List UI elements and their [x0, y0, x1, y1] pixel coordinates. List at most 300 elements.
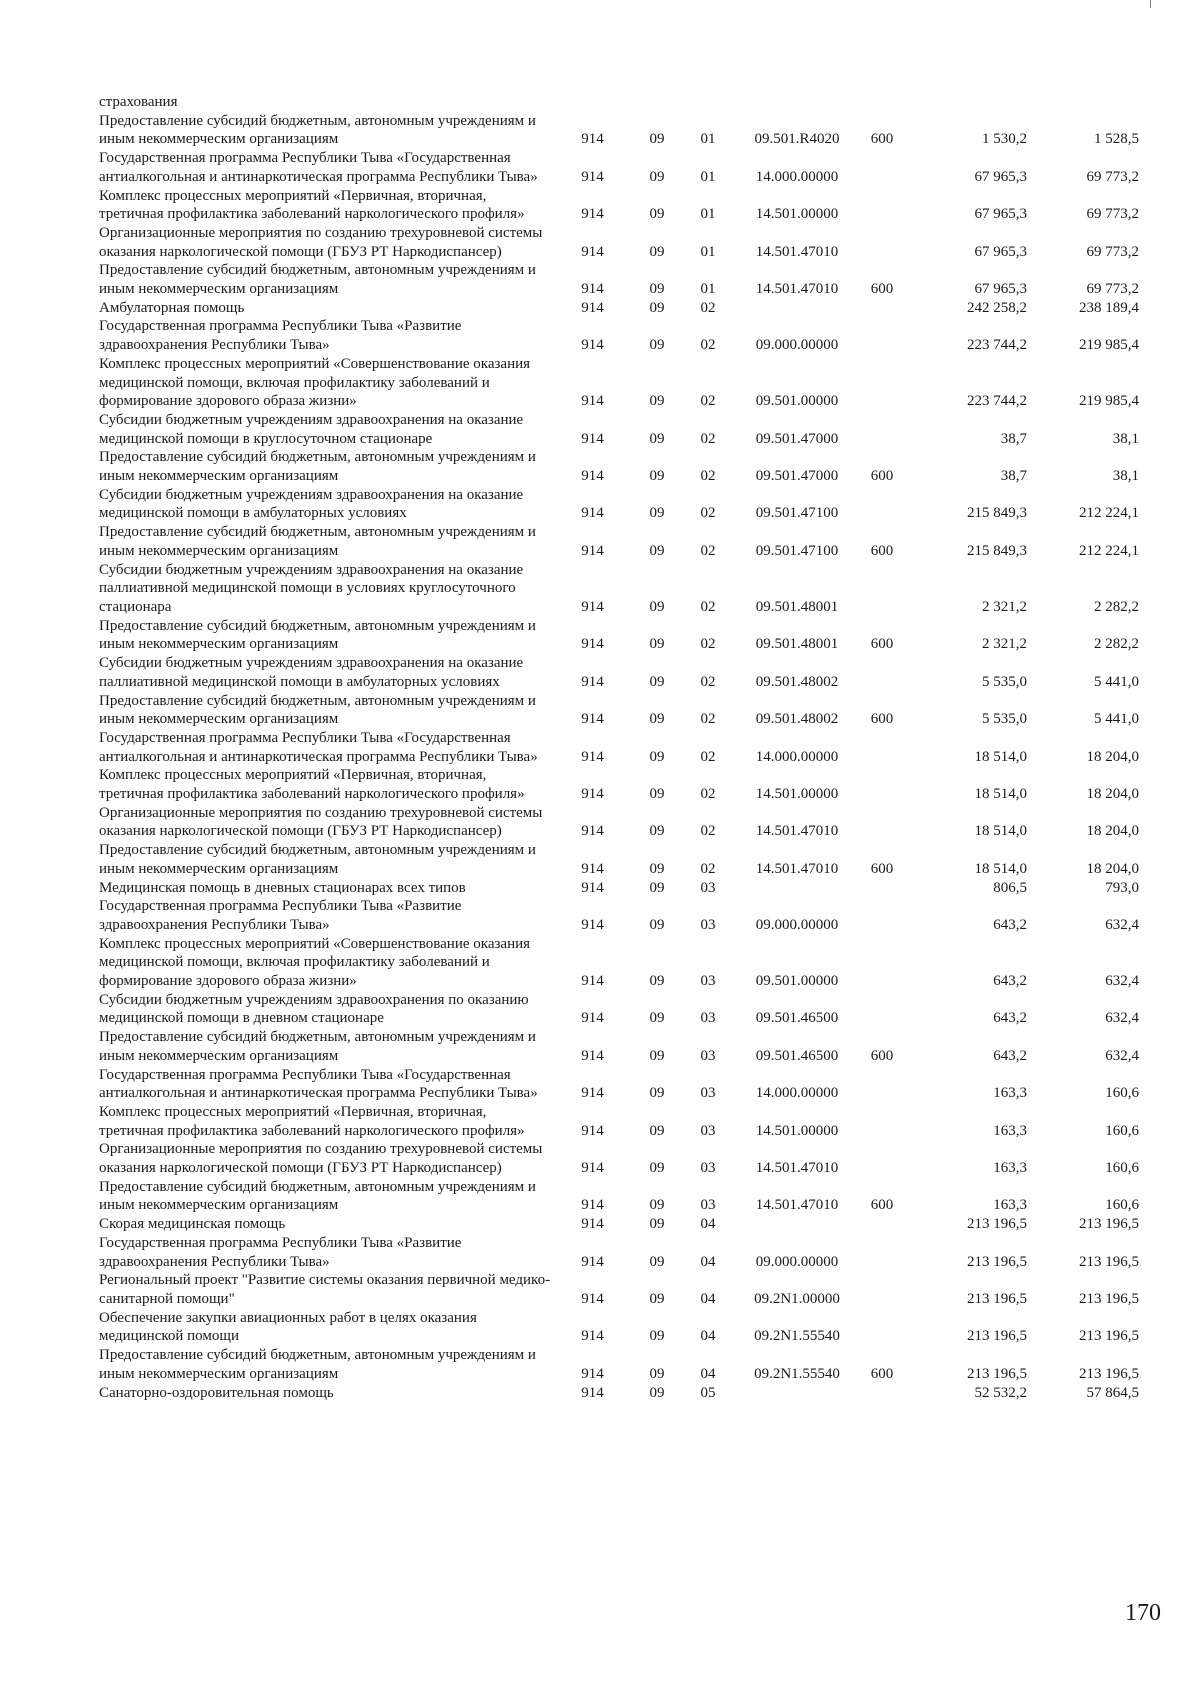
cell-expense-type: 600	[870, 468, 894, 485]
row-name: Предоставление субсидий бюджетным, автономным учреждениям и иным некоммерческим организациям	[99, 692, 536, 728]
cell-section: 09	[649, 131, 665, 148]
cell-subsection: 03	[700, 1047, 716, 1064]
cell-subsection: 01	[700, 281, 716, 298]
row-name: Государственная программа Республики Тыва «Развитие здравоохранения Республики Тыва»	[99, 1234, 462, 1270]
cell-expense-type	[861, 991, 903, 1028]
row-name: Предоставление субсидий бюджетным, автономным учреждениям и иным некоммерческим организациям	[99, 524, 536, 559]
table-row	[99, 935, 1139, 991]
cell-grbs: 914	[581, 542, 604, 559]
table-row	[99, 841, 1139, 878]
cell-amount-year1: 2 321,2	[982, 636, 1027, 653]
cell-amount-year2: 38,1	[1112, 468, 1139, 485]
table-row	[99, 561, 1139, 617]
cell-amount-year2: 632,4	[1105, 1047, 1139, 1064]
cell-subsection: 02	[700, 505, 716, 522]
row-name: Предоставление субсидий бюджетным, автономным учреждениям и иным некоммерческим организациям	[99, 842, 536, 877]
cell-expense-type	[861, 299, 903, 318]
row-name: Организационные мероприятия по созданию трехуровневой системы оказания наркологической помощи (ГБУЗ РТ Наркодиспансер)	[99, 804, 543, 840]
cell-amount-year2	[1027, 93, 1139, 112]
cell-subsection: 02	[700, 598, 716, 615]
cell-section: 09	[649, 860, 665, 877]
cell-target-article: 09.501.46500	[755, 1047, 839, 1064]
cell-expense-type	[861, 1103, 903, 1140]
cell-subsection: 02	[700, 337, 716, 354]
cell-target-article: 09.501.48001	[755, 636, 839, 653]
cell-expense-type	[861, 149, 903, 186]
row-name: Комплекс процессных мероприятий «Совершенствование оказания медицинской помощи, включая профилактику заболеваний и формирование здорового образа жизни»	[99, 935, 531, 990]
cell-grbs: 914	[581, 281, 604, 298]
cell-amount-year1: 215 849,3	[967, 505, 1027, 522]
cell-grbs: 914	[581, 823, 604, 840]
cell-expense-type: 600	[870, 542, 894, 559]
cell-amount-year2: 18 204,0	[1086, 860, 1139, 877]
table-row	[99, 654, 1139, 691]
cell-amount-year2: 5 441,0	[1094, 673, 1139, 690]
cell-expense-type	[861, 355, 903, 411]
cell-section: 09	[649, 1197, 665, 1214]
cell-section: 09	[649, 786, 665, 803]
cell-subsection: 03	[700, 1122, 716, 1139]
table-row	[99, 1215, 1139, 1234]
cell-amount-year1: 213 196,5	[967, 1328, 1027, 1345]
cell-target-article: 09.501.00000	[755, 393, 839, 410]
cell-target-article	[733, 1215, 861, 1234]
table-row	[99, 1028, 1139, 1065]
cell-expense-type	[861, 1309, 903, 1346]
row-name: страхования	[99, 94, 178, 110]
cell-target-article	[733, 93, 861, 112]
cell-section: 09	[649, 337, 665, 354]
cell-amount-year2: 2 282,2	[1094, 598, 1139, 615]
table-row	[99, 879, 1139, 898]
cell-target-article: 09.000.00000	[755, 1253, 839, 1270]
cell-target-article: 09.000.00000	[755, 337, 839, 354]
cell-amount-year1: 215 849,3	[967, 542, 1027, 559]
cell-section: 09	[649, 711, 665, 728]
cell-amount-year2: 213 196,5	[1079, 1216, 1139, 1233]
cell-grbs: 914	[581, 748, 604, 765]
cell-amount-year2: 213 196,5	[1079, 1328, 1139, 1345]
row-name: Обеспечение закупки авиационных работ в целях оказания медицинской помощи	[99, 1309, 477, 1345]
cell-amount-year2: 213 196,5	[1079, 1291, 1139, 1307]
cell-target-article: 14.501.00000	[755, 1122, 839, 1139]
cell-amount-year1: 242 258,2	[967, 299, 1027, 316]
cell-subsection: 02	[700, 393, 716, 410]
table-row	[99, 224, 1139, 261]
cell-target-article: 14.501.47010	[755, 281, 839, 298]
table-row	[99, 1103, 1139, 1140]
cell-expense-type	[861, 93, 903, 112]
cell-grbs: 914	[581, 786, 604, 803]
cell-amount-year1: 213 196,5	[967, 1253, 1027, 1270]
row-name: Предоставление субсидий бюджетным, автономным учреждениям и иным некоммерческим организациям	[99, 617, 536, 653]
cell-subsection: 02	[700, 823, 716, 840]
cell-subsection: 03	[700, 973, 716, 990]
cell-grbs: 914	[581, 206, 604, 223]
cell-section: 09	[649, 1216, 665, 1233]
table-row	[99, 1309, 1139, 1346]
cell-target-article: 09.501.48001	[755, 598, 839, 615]
row-name: Субсидии бюджетным учреждениям здравоохранения на оказание медицинской помощи в круглосуточном стационаре	[99, 411, 524, 447]
row-name: Субсидии бюджетным учреждениям здравоохранения по оказанию медицинской помощи в дневном стационаре	[99, 991, 529, 1027]
cell-section: 09	[649, 1384, 665, 1401]
table-row	[99, 486, 1139, 523]
cell-amount-year2: 212 224,1	[1079, 505, 1139, 522]
cell-amount-year1: 163,3	[993, 1160, 1027, 1177]
cell-expense-type	[861, 897, 903, 934]
cell-section: 09	[649, 636, 665, 653]
cell-grbs: 914	[581, 243, 604, 260]
cell-grbs: 914	[581, 1365, 604, 1382]
cell-grbs: 914	[581, 1047, 604, 1064]
row-name: Государственная программа Республики Тыва «Государственная антиалкогольная и антинаркотическая программа Республики Тыва»	[99, 150, 538, 185]
table-row	[99, 617, 1139, 654]
cell-target-article: 14.501.47010	[755, 1160, 839, 1177]
row-name: Санаторно-оздоровительная помощь	[99, 1384, 334, 1401]
cell-grbs: 914	[581, 1197, 604, 1214]
cell-grbs: 914	[581, 1291, 604, 1307]
table-row	[99, 411, 1139, 448]
table-row	[99, 1234, 1139, 1271]
cell-grbs: 914	[581, 299, 604, 316]
cell-amount-year2: 219 985,4	[1079, 337, 1139, 354]
cell-expense-type: 600	[870, 711, 894, 728]
cell-amount-year1: 1 530,2	[982, 131, 1027, 148]
cell-subsection: 03	[700, 916, 716, 933]
cell-expense-type: 600	[870, 281, 894, 298]
row-name: Предоставление субсидий бюджетным, автономным учреждениям и иным некоммерческим организациям	[99, 1178, 536, 1214]
row-name: Комплекс процессных мероприятий «Первичная, вторичная, третичная профилактика заболеваний наркологического профиля»	[99, 767, 525, 803]
cell-expense-type	[861, 224, 903, 261]
cell-grbs	[554, 93, 631, 112]
cell-section: 09	[649, 1122, 665, 1139]
cell-amount-year2: 793,0	[1105, 879, 1139, 896]
cell-expense-type	[861, 1215, 903, 1234]
cell-expense-type	[861, 1234, 903, 1271]
cell-expense-type	[861, 1140, 903, 1177]
cell-grbs: 914	[581, 131, 604, 148]
cell-section: 09	[649, 973, 665, 990]
cell-subsection: 02	[700, 673, 716, 690]
cell-target-article: 09.2N1.55540	[754, 1328, 840, 1345]
cell-subsection: 03	[700, 1085, 716, 1102]
cell-grbs: 914	[581, 1010, 604, 1027]
cell-target-article: 14.501.47010	[755, 860, 839, 877]
cell-target-article: 09.2N1.55540	[754, 1365, 840, 1382]
cell-amount-year1: 38,7	[1000, 468, 1027, 485]
table-row	[99, 112, 1139, 149]
cell-section: 09	[649, 1365, 665, 1382]
cell-amount-year2: 5 441,0	[1094, 711, 1139, 728]
row-name: Предоставление субсидий бюджетным, автономным учреждениям и иным некоммерческим организациям	[99, 1347, 536, 1382]
cell-target-article: 09.501.47000	[755, 468, 839, 485]
cell-target-article: 14.000.00000	[755, 1085, 839, 1102]
cell-target-article	[733, 879, 861, 898]
cell-target-article	[733, 299, 861, 318]
cell-subsection: 02	[700, 748, 716, 765]
cell-expense-type	[861, 317, 903, 354]
cell-amount-year1: 223 744,2	[967, 393, 1027, 410]
row-name: Субсидии бюджетным учреждениям здравоохранения на оказание медицинской помощи в амбулаторных условиях	[99, 486, 524, 522]
cell-grbs: 914	[581, 879, 604, 896]
cell-target-article: 09.501.47000	[755, 430, 839, 447]
cell-amount-year1: 18 514,0	[974, 823, 1027, 840]
cell-section: 09	[649, 1010, 665, 1027]
table-row	[99, 1346, 1139, 1383]
cell-grbs: 914	[581, 1384, 604, 1401]
cell-section: 09	[649, 430, 665, 447]
row-name: Государственная программа Республики Тыва «Развитие здравоохранения Республики Тыва»	[99, 898, 462, 933]
table-row	[99, 149, 1139, 186]
cell-amount-year2: 632,4	[1105, 973, 1139, 990]
cell-target-article: 09.000.00000	[755, 916, 839, 933]
cell-amount-year1: 213 196,5	[967, 1216, 1027, 1233]
cell-expense-type	[861, 187, 903, 224]
cell-subsection: 03	[700, 1197, 716, 1214]
cell-expense-type	[861, 1271, 903, 1308]
cell-amount-year1: 163,3	[993, 1122, 1027, 1139]
row-name: Комплекс процессных мероприятий «Первичная, вторичная, третичная профилактика заболеваний наркологического профиля»	[99, 1103, 525, 1139]
cell-amount-year2: 2 282,2	[1094, 636, 1139, 653]
cell-section: 09	[649, 1160, 665, 1177]
cell-expense-type: 600	[870, 1197, 894, 1214]
cell-subsection: 02	[700, 542, 716, 559]
cell-target-article: 14.000.00000	[755, 748, 839, 765]
table-row	[99, 187, 1139, 224]
cell-amount-year1: 5 535,0	[982, 673, 1027, 690]
cell-amount-year1: 18 514,0	[974, 786, 1027, 803]
cell-grbs: 914	[581, 430, 604, 447]
cell-amount-year2: 69 773,2	[1086, 243, 1139, 260]
cell-expense-type	[861, 766, 903, 803]
cell-target-article: 14.501.47010	[755, 1197, 839, 1214]
cell-target-article: 09.501.48002	[755, 673, 839, 690]
cell-subsection: 01	[700, 243, 716, 260]
cell-grbs: 914	[581, 168, 604, 185]
cell-grbs: 914	[581, 598, 604, 615]
cell-grbs: 914	[581, 973, 604, 990]
table-row	[99, 93, 1139, 112]
row-name: Комплекс процессных мероприятий «Первичная, вторичная, третичная профилактика заболеваний наркологического профиля»	[99, 187, 525, 223]
cell-amount-year2: 38,1	[1112, 430, 1139, 447]
table-row	[99, 991, 1139, 1028]
cell-amount-year1: 67 965,3	[974, 243, 1027, 260]
cell-subsection: 03	[700, 1160, 716, 1177]
row-name: Скорая медицинская помощь	[99, 1216, 286, 1233]
cell-subsection	[683, 93, 733, 112]
cell-expense-type	[861, 804, 903, 841]
cell-expense-type: 600	[870, 1365, 894, 1382]
cell-grbs: 914	[581, 505, 604, 522]
row-name: Государственная программа Республики Тыва «Развитие здравоохранения Республики Тыва»	[99, 318, 462, 354]
row-name: Амбулаторная помощь	[99, 299, 245, 316]
cell-section: 09	[649, 393, 665, 410]
cell-amount-year1: 643,2	[993, 1010, 1027, 1027]
cell-section: 09	[649, 598, 665, 615]
cell-section: 09	[649, 206, 665, 223]
cell-section: 09	[649, 673, 665, 690]
cell-expense-type	[861, 935, 903, 991]
cell-target-article: 09.501.R4020	[754, 131, 840, 148]
cell-subsection: 02	[700, 711, 716, 728]
cell-section: 09	[649, 1085, 665, 1102]
row-name: Комплекс процессных мероприятий «Совершенствование оказания медицинской помощи, включая профилактику заболеваний и формирование здорового образа жизни»	[99, 355, 531, 410]
cell-amount-year1: 163,3	[993, 1197, 1027, 1214]
table-row	[99, 897, 1139, 934]
cell-amount-year2: 238 189,4	[1079, 299, 1139, 316]
cell-subsection: 04	[700, 1216, 716, 1233]
cell-amount-year2: 18 204,0	[1086, 748, 1139, 765]
cell-amount-year1: 67 965,3	[974, 206, 1027, 223]
cell-amount-year1: 643,2	[993, 916, 1027, 933]
row-name: Субсидии бюджетным учреждениям здравоохранения на оказание паллиативной медицинской помощи в условиях круглосуточного стационара	[99, 561, 524, 615]
cell-target-article	[733, 1384, 861, 1403]
cell-amount-year1: 213 196,5	[967, 1291, 1027, 1307]
page-number: 170	[1125, 1600, 1161, 1626]
cell-expense-type: 600	[870, 860, 894, 877]
table-row	[99, 1384, 1139, 1403]
row-name: Предоставление субсидий бюджетным, автономным учреждениям и иным некоммерческим организациям	[99, 262, 536, 298]
cell-section: 09	[649, 468, 665, 485]
cell-amount-year2: 18 204,0	[1086, 786, 1139, 803]
table-row	[99, 1140, 1139, 1177]
cell-grbs: 914	[581, 673, 604, 690]
table-row	[99, 692, 1139, 729]
table-row	[99, 1271, 1139, 1308]
cell-amount-year1: 643,2	[993, 1047, 1027, 1064]
cell-target-article: 14.501.47010	[755, 823, 839, 840]
cell-amount-year1: 52 532,2	[974, 1384, 1027, 1401]
row-name: Региональный проект "Развитие системы оказания первичной медико-санитарной помощи"	[99, 1272, 551, 1307]
cell-target-article: 14.501.47010	[755, 243, 839, 260]
cell-section: 09	[649, 505, 665, 522]
cell-target-article: 09.501.47100	[755, 542, 839, 559]
cell-grbs: 914	[581, 1253, 604, 1270]
row-name: Организационные мероприятия по созданию трехуровневой системы оказания наркологической помощи (ГБУЗ РТ Наркодиспансер)	[99, 1141, 543, 1177]
cell-section: 09	[649, 243, 665, 260]
table-row	[99, 766, 1139, 803]
cell-amount-year2: 160,6	[1105, 1197, 1139, 1214]
row-name: Организационные мероприятия по созданию трехуровневой системы оказания наркологической помощи (ГБУЗ РТ Наркодиспансер)	[99, 224, 543, 260]
cell-expense-type: 600	[870, 1047, 894, 1064]
cell-amount-year1: 67 965,3	[974, 168, 1027, 185]
cell-amount-year2: 69 773,2	[1086, 206, 1139, 223]
cell-target-article: 14.501.00000	[755, 786, 839, 803]
cell-target-article: 14.501.00000	[755, 206, 839, 223]
cell-amount-year2: 160,6	[1105, 1160, 1139, 1177]
cell-target-article: 14.000.00000	[755, 168, 839, 185]
cell-expense-type	[861, 411, 903, 448]
row-name: Субсидии бюджетным учреждениям здравоохранения на оказание паллиативной медицинской помощи в амбулаторных условиях	[99, 655, 524, 690]
cell-amount-year2: 632,4	[1105, 916, 1139, 933]
cell-subsection: 02	[700, 430, 716, 447]
cell-amount-year1: 213 196,5	[967, 1365, 1027, 1382]
cell-amount-year1: 18 514,0	[974, 860, 1027, 877]
cell-expense-type	[861, 1384, 903, 1403]
cell-amount-year2: 57 864,5	[1086, 1384, 1139, 1401]
cell-section: 09	[649, 1253, 665, 1270]
cell-subsection: 03	[700, 1010, 716, 1027]
cell-grbs: 914	[581, 1122, 604, 1139]
cell-grbs: 914	[581, 860, 604, 877]
cell-amount-year2: 632,4	[1105, 1010, 1139, 1027]
row-name: Медицинская помощь в дневных стационарах всех типов	[99, 879, 466, 896]
cell-section: 09	[649, 299, 665, 316]
cell-subsection: 01	[700, 206, 716, 223]
cell-section: 09	[649, 1291, 665, 1307]
cell-grbs: 914	[581, 636, 604, 653]
cell-target-article: 09.501.48002	[755, 711, 839, 728]
cell-expense-type: 600	[870, 131, 894, 148]
table-row	[99, 317, 1139, 354]
cell-section: 09	[649, 542, 665, 559]
cell-amount-year2: 1 528,5	[1094, 131, 1139, 148]
cell-section	[631, 93, 683, 112]
cell-section: 09	[649, 823, 665, 840]
cell-subsection: 02	[700, 636, 716, 653]
cell-target-article: 09.501.47100	[755, 505, 839, 522]
scan-mark	[1150, 0, 1151, 8]
cell-grbs: 914	[581, 916, 604, 933]
cell-expense-type	[861, 729, 903, 766]
cell-target-article: 09.501.00000	[755, 973, 839, 990]
cell-amount-year1: 223 744,2	[967, 337, 1027, 354]
cell-amount-year1: 643,2	[993, 973, 1027, 990]
cell-subsection: 02	[700, 468, 716, 485]
cell-amount-year2: 213 196,5	[1079, 1365, 1139, 1382]
table-row	[99, 1178, 1139, 1215]
cell-subsection: 05	[700, 1384, 716, 1401]
table-row	[99, 804, 1139, 841]
cell-target-article: 09.2N1.00000	[754, 1291, 840, 1307]
cell-amount-year1: 67 965,3	[974, 281, 1027, 298]
cell-amount-year2: 219 985,4	[1079, 393, 1139, 410]
row-name: Государственная программа Республики Тыва «Государственная антиалкогольная и антинаркотическая программа Республики Тыва»	[99, 729, 538, 765]
cell-subsection: 02	[700, 299, 716, 316]
table-row	[99, 729, 1139, 766]
cell-section: 09	[649, 748, 665, 765]
cell-grbs: 914	[581, 711, 604, 728]
row-name: Предоставление субсидий бюджетным, автономным учреждениям и иным некоммерческим организациям	[99, 449, 536, 485]
cell-grbs: 914	[581, 1085, 604, 1102]
table-row	[99, 355, 1139, 411]
table-row	[99, 1066, 1139, 1103]
cell-amount-year2: 18 204,0	[1086, 823, 1139, 840]
cell-subsection: 03	[700, 879, 716, 896]
table-row	[99, 448, 1139, 485]
cell-amount-year1: 38,7	[1000, 430, 1027, 447]
row-name: Государственная программа Республики Тыва «Государственная антиалкогольная и антинаркотическая программа Республики Тыва»	[99, 1066, 538, 1102]
cell-subsection: 04	[700, 1328, 716, 1345]
cell-grbs: 914	[581, 1328, 604, 1345]
cell-amount-year1: 806,5	[993, 879, 1027, 896]
cell-grbs: 914	[581, 1160, 604, 1177]
row-name: Предоставление субсидий бюджетным, автономным учреждениям и иным некоммерческим организациям	[99, 112, 536, 148]
cell-amount-year2: 212 224,1	[1079, 542, 1139, 559]
cell-amount-year2: 69 773,2	[1086, 281, 1139, 298]
budget-table	[99, 93, 1139, 1402]
cell-expense-type	[861, 654, 903, 691]
cell-grbs: 914	[581, 393, 604, 410]
table-row	[99, 523, 1139, 560]
cell-expense-type: 600	[870, 636, 894, 653]
table-row	[99, 261, 1139, 298]
cell-grbs: 914	[581, 337, 604, 354]
cell-section: 09	[649, 1328, 665, 1345]
cell-subsection: 04	[700, 1291, 716, 1307]
cell-grbs: 914	[581, 468, 604, 485]
cell-amount-year1: 18 514,0	[974, 748, 1027, 765]
